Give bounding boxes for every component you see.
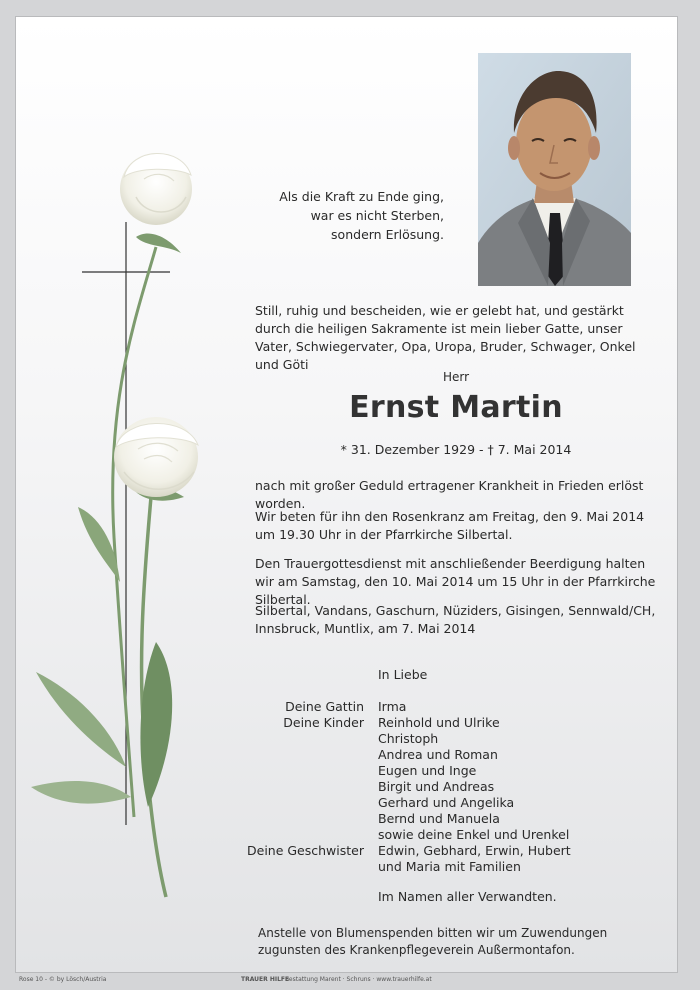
relative-label	[236, 779, 364, 795]
relative-name: und Maria mit Familien	[378, 859, 521, 874]
relative-label	[236, 763, 364, 779]
footer-funeral-home: · Bestattung Marent · Schruns · www.trauerhilfe.at	[281, 976, 432, 983]
relative-label	[236, 811, 364, 827]
donation-note: Anstelle von Blumenspenden bitten wir um Zuwendungen zugunsten des Krankenpflegeverein Außermontafon.	[258, 926, 608, 957]
relative-label: Deine Kinder	[283, 715, 364, 730]
relative-name: Christoph	[378, 731, 439, 746]
relative-name: Andrea und Roman	[378, 747, 498, 762]
footer-brand: TRAUER HILFE	[241, 976, 290, 983]
memorial-quote	[216, 187, 444, 244]
footer	[19, 976, 679, 983]
relative-name: Birgit und Andreas	[378, 779, 495, 794]
funeral-service-text: Den Trauergottesdienst mit anschließender Beerdigung halten wir am Samstag, den 10. Mai 2014 um 15 Uhr in der Pfarrkirche Silbertal.	[255, 556, 656, 607]
leaf-center-large	[140, 642, 172, 807]
relatives-names	[378, 699, 571, 875]
portrait-photo	[478, 53, 631, 286]
intro-text: Still, ruhig und bescheiden, wie er gelebt hat, und gestärkt durch die heiligen Sakramente ist mein lieber Gatte, unser Vater, Schwiegervater, Opa, Uropa, Bruder, Schwager, Onkel und Göti	[255, 303, 636, 372]
upper-rose	[120, 153, 192, 225]
lower-rose	[114, 417, 198, 497]
relative-label	[236, 827, 364, 843]
relative-name: Bernd und Manuela	[378, 811, 500, 826]
places-date-text: Silbertal, Vandans, Gaschurn, Nüziders, Gisingen, Sennwald/CH, Innsbruck, Muntlix, am 7. Mai 2014	[255, 603, 656, 636]
leaf-left-lower	[36, 672, 126, 767]
relative-label: Deine Geschwister	[247, 843, 364, 858]
relative-name: Edwin, Gebhard, Erwin, Hubert	[378, 843, 571, 858]
footer-copyright: Rose 10 - © by Lösch/Austria	[19, 976, 107, 983]
relative-name: Gerhard und Angelika	[378, 795, 515, 810]
signoff: In Liebe	[378, 667, 428, 682]
relative-label	[236, 747, 364, 763]
salutation: Herr	[442, 370, 470, 384]
relative-label: Deine Gattin	[285, 699, 364, 714]
relative-label	[236, 859, 364, 875]
relative-name: Reinhold und Ulrike	[378, 715, 500, 730]
quote-line: war es nicht Sterben,	[310, 208, 444, 223]
rose-cross-illustration	[16, 17, 216, 972]
quote-line: Als die Kraft zu Ende ging,	[279, 189, 444, 204]
life-dates: * 31. Dezember 1929 - † 7. Mai 2014	[340, 442, 572, 457]
relatives-labels	[236, 699, 364, 875]
relative-label	[236, 795, 364, 811]
leaf-left-bottom	[31, 781, 131, 804]
quote-line: sondern Erlösung.	[331, 227, 444, 242]
closing-text: Im Namen aller Verwandten.	[378, 889, 557, 904]
deceased-name: Ernst Martin	[349, 390, 563, 425]
relative-name: Eugen und Inge	[378, 763, 477, 778]
relative-name: Irma	[378, 699, 407, 714]
passing-text: nach mit großer Geduld ertragener Krankheit in Frieden erlöst worden.	[255, 478, 644, 511]
relative-name: sowie deine Enkel und Urenkel	[378, 827, 570, 842]
sepal-upper	[136, 234, 181, 253]
obituary-card	[15, 16, 678, 973]
rosary-text: Wir beten für ihn den Rosenkranz am Freitag, den 9. Mai 2014 um 19.30 Uhr in der Pfarrkirche Silbertal.	[255, 509, 645, 542]
relative-label	[236, 731, 364, 747]
